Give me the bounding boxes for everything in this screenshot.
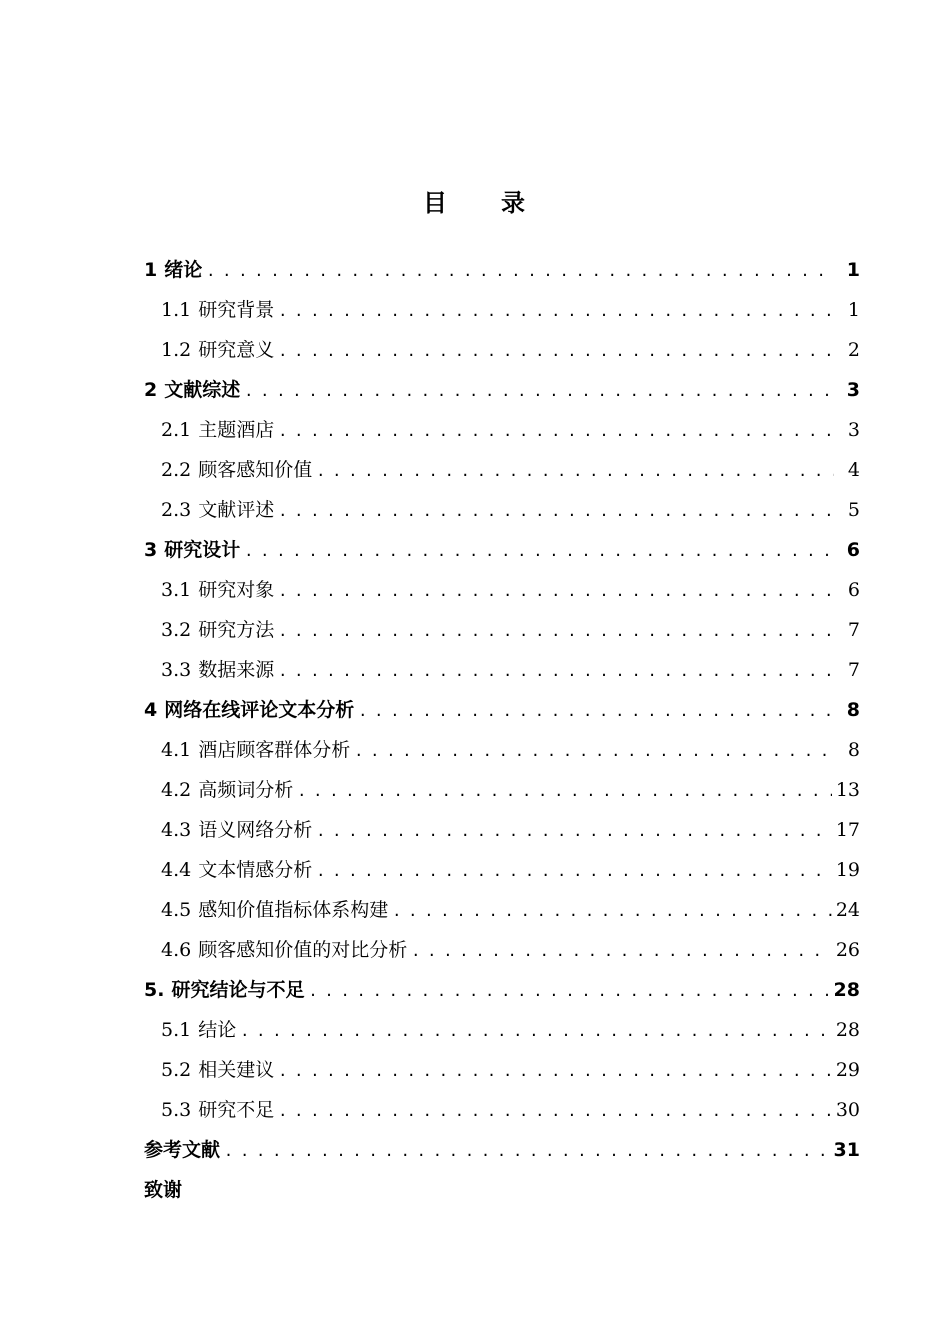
toc-section-entry[interactable] <box>144 1010 860 1050</box>
toc-dot-leader <box>358 691 834 730</box>
toc-entry-number: 4 <box>144 699 158 721</box>
toc-section-entry[interactable] <box>144 570 860 610</box>
toc-entry-page-number: 8 <box>846 699 860 721</box>
toc-dot-leader <box>354 731 834 770</box>
toc-entry-number: 5.1 <box>161 1019 192 1041</box>
toc-section-entry[interactable] <box>144 890 860 930</box>
toc-entry-label: 语义网络分析 <box>198 819 313 841</box>
toc-entry-page-number: 30 <box>835 1099 860 1121</box>
toc-entry-number: 5. <box>144 979 165 1001</box>
toc-section-entry[interactable] <box>144 850 860 890</box>
toc-entry-label: 研究意义 <box>198 339 275 361</box>
toc-entry-label: 网络在线评论文本分析 <box>164 699 355 721</box>
page-title: 目 录 <box>423 189 527 217</box>
toc-entry-number: 3.1 <box>161 579 192 601</box>
toc-dot-leader <box>206 251 834 290</box>
toc-dot-leader <box>278 611 834 650</box>
toc-entry-number: 4.5 <box>161 899 192 921</box>
toc-entry-number: 4.1 <box>161 739 192 761</box>
toc-entry-label: 酒店顾客群体分析 <box>198 739 351 761</box>
toc-dot-leader <box>244 531 834 570</box>
toc-section-entry[interactable] <box>144 290 860 330</box>
toc-entry-page-number: 2 <box>847 339 860 361</box>
toc-dot-leader <box>244 371 834 410</box>
toc-section-entry[interactable] <box>144 730 860 770</box>
toc-dot-leader <box>278 1051 832 1090</box>
toc-entry-page-number: 6 <box>847 579 860 601</box>
toc-chapter-entry[interactable] <box>144 250 860 290</box>
toc-chapter-entry[interactable] <box>144 690 860 730</box>
toc-dot-leader <box>308 971 829 1010</box>
toc-entry-page-number: 7 <box>847 659 860 681</box>
toc-entry-number: 3.3 <box>161 659 192 681</box>
toc-entry-label: 文献评述 <box>198 499 275 521</box>
toc-entry-label: 顾客感知价值的对比分析 <box>198 939 408 961</box>
toc-section-entry[interactable] <box>144 930 860 970</box>
toc-dot-leader <box>278 291 834 330</box>
toc-entry-page-number: 5 <box>847 499 860 521</box>
toc-entry-page-number: 7 <box>847 619 860 641</box>
toc-dot-leader <box>316 851 832 890</box>
toc-dot-leader <box>278 491 834 530</box>
toc-entry-number: 1 <box>144 259 158 281</box>
toc-entry-number: 4.6 <box>161 939 192 961</box>
toc-section-entry[interactable] <box>144 410 860 450</box>
toc-entry-page-number: 3 <box>847 419 860 441</box>
toc-entry-label: 文本情感分析 <box>198 859 313 881</box>
toc-section-entry[interactable] <box>144 810 860 850</box>
toc-entry-label: 研究不足 <box>198 1099 275 1121</box>
toc-entry-label: 研究方法 <box>198 619 275 641</box>
toc-entry-page-number: 6 <box>846 539 860 561</box>
toc-section-entry[interactable] <box>144 770 860 810</box>
toc-entry-label: 顾客感知价值 <box>198 459 313 481</box>
toc-entry-number: 3 <box>144 539 158 561</box>
toc-dot-leader <box>316 451 834 490</box>
toc-dot-leader <box>297 771 832 810</box>
toc-dot-leader <box>278 331 834 370</box>
toc-entry-number: 4.4 <box>161 859 192 881</box>
toc-dot-leader <box>278 651 834 690</box>
toc-dot-leader <box>278 571 834 610</box>
toc-entry-label: 主题酒店 <box>198 419 275 441</box>
toc-entry-page-number: 1 <box>847 299 860 321</box>
toc-entry-label: 研究结论与不足 <box>171 979 305 1001</box>
toc-dot-leader <box>316 811 832 850</box>
toc-entry-page-number: 24 <box>835 899 860 921</box>
toc-section-entry[interactable] <box>144 330 860 370</box>
toc-entry-label: 感知价值指标体系构建 <box>198 899 389 921</box>
toc-dot-leader <box>411 931 832 970</box>
toc-entry-page-number: 8 <box>847 739 860 761</box>
toc-entry-page-number: 28 <box>833 979 860 1001</box>
toc-section-entry[interactable] <box>144 1050 860 1090</box>
toc-dot-leader <box>278 1091 832 1130</box>
toc-dot-leader <box>278 411 834 450</box>
toc-chapter-entry[interactable] <box>144 970 860 1010</box>
toc-dot-leader <box>240 1011 832 1050</box>
toc-entry-label: 致谢 <box>144 1179 183 1201</box>
toc-entry-number: 2.1 <box>161 419 192 441</box>
toc-entry-label: 绪论 <box>164 259 203 281</box>
toc-entry-page-number: 17 <box>835 819 860 841</box>
toc-entry-page-number: 4 <box>847 459 860 481</box>
toc-section-entry[interactable] <box>144 450 860 490</box>
toc-entry-label: 研究背景 <box>198 299 275 321</box>
toc-entry-page-number: 28 <box>835 1019 860 1041</box>
toc-entry-page-number: 26 <box>835 939 860 961</box>
toc-chapter-entry[interactable] <box>144 1170 860 1210</box>
toc-entry-label: 文献综述 <box>164 379 241 401</box>
toc-entry-label: 研究对象 <box>198 579 275 601</box>
toc-entry-page-number: 1 <box>846 259 860 281</box>
toc-entry-label: 相关建议 <box>198 1059 275 1081</box>
toc-section-entry[interactable] <box>144 650 860 690</box>
toc-dot-leader <box>224 1131 830 1170</box>
toc-entry-number: 5.3 <box>161 1099 192 1121</box>
toc-entry-page-number: 3 <box>846 379 860 401</box>
toc-entry-number: 2.2 <box>161 459 192 481</box>
toc-entry-label: 数据来源 <box>198 659 275 681</box>
toc-entry-label: 高频词分析 <box>198 779 294 801</box>
toc-entry-label: 参考文献 <box>144 1139 221 1161</box>
toc-entry-page-number: 31 <box>833 1139 860 1161</box>
table-of-contents <box>144 250 860 1210</box>
toc-chapter-entry[interactable] <box>144 530 860 570</box>
toc-entry-page-number: 29 <box>835 1059 860 1081</box>
toc-entry-number: 4.3 <box>161 819 192 841</box>
toc-section-entry[interactable] <box>144 490 860 530</box>
toc-entry-number: 2 <box>144 379 158 401</box>
toc-entry-number: 5.2 <box>161 1059 192 1081</box>
toc-entry-label: 结论 <box>198 1019 237 1041</box>
toc-entry-page-number: 13 <box>835 779 860 801</box>
toc-entry-number: 1.1 <box>161 299 192 321</box>
toc-entry-number: 3.2 <box>161 619 192 641</box>
toc-entry-label: 研究设计 <box>164 539 241 561</box>
toc-dot-leader <box>392 891 832 930</box>
toc-entry-number: 1.2 <box>161 339 192 361</box>
toc-chapter-entry[interactable] <box>144 1130 860 1170</box>
toc-section-entry[interactable] <box>144 1090 860 1130</box>
toc-entry-number: 2.3 <box>161 499 192 521</box>
toc-chapter-entry[interactable] <box>144 370 860 410</box>
toc-section-entry[interactable] <box>144 610 860 650</box>
toc-entry-page-number: 19 <box>835 859 860 881</box>
toc-entry-number: 4.2 <box>161 779 192 801</box>
